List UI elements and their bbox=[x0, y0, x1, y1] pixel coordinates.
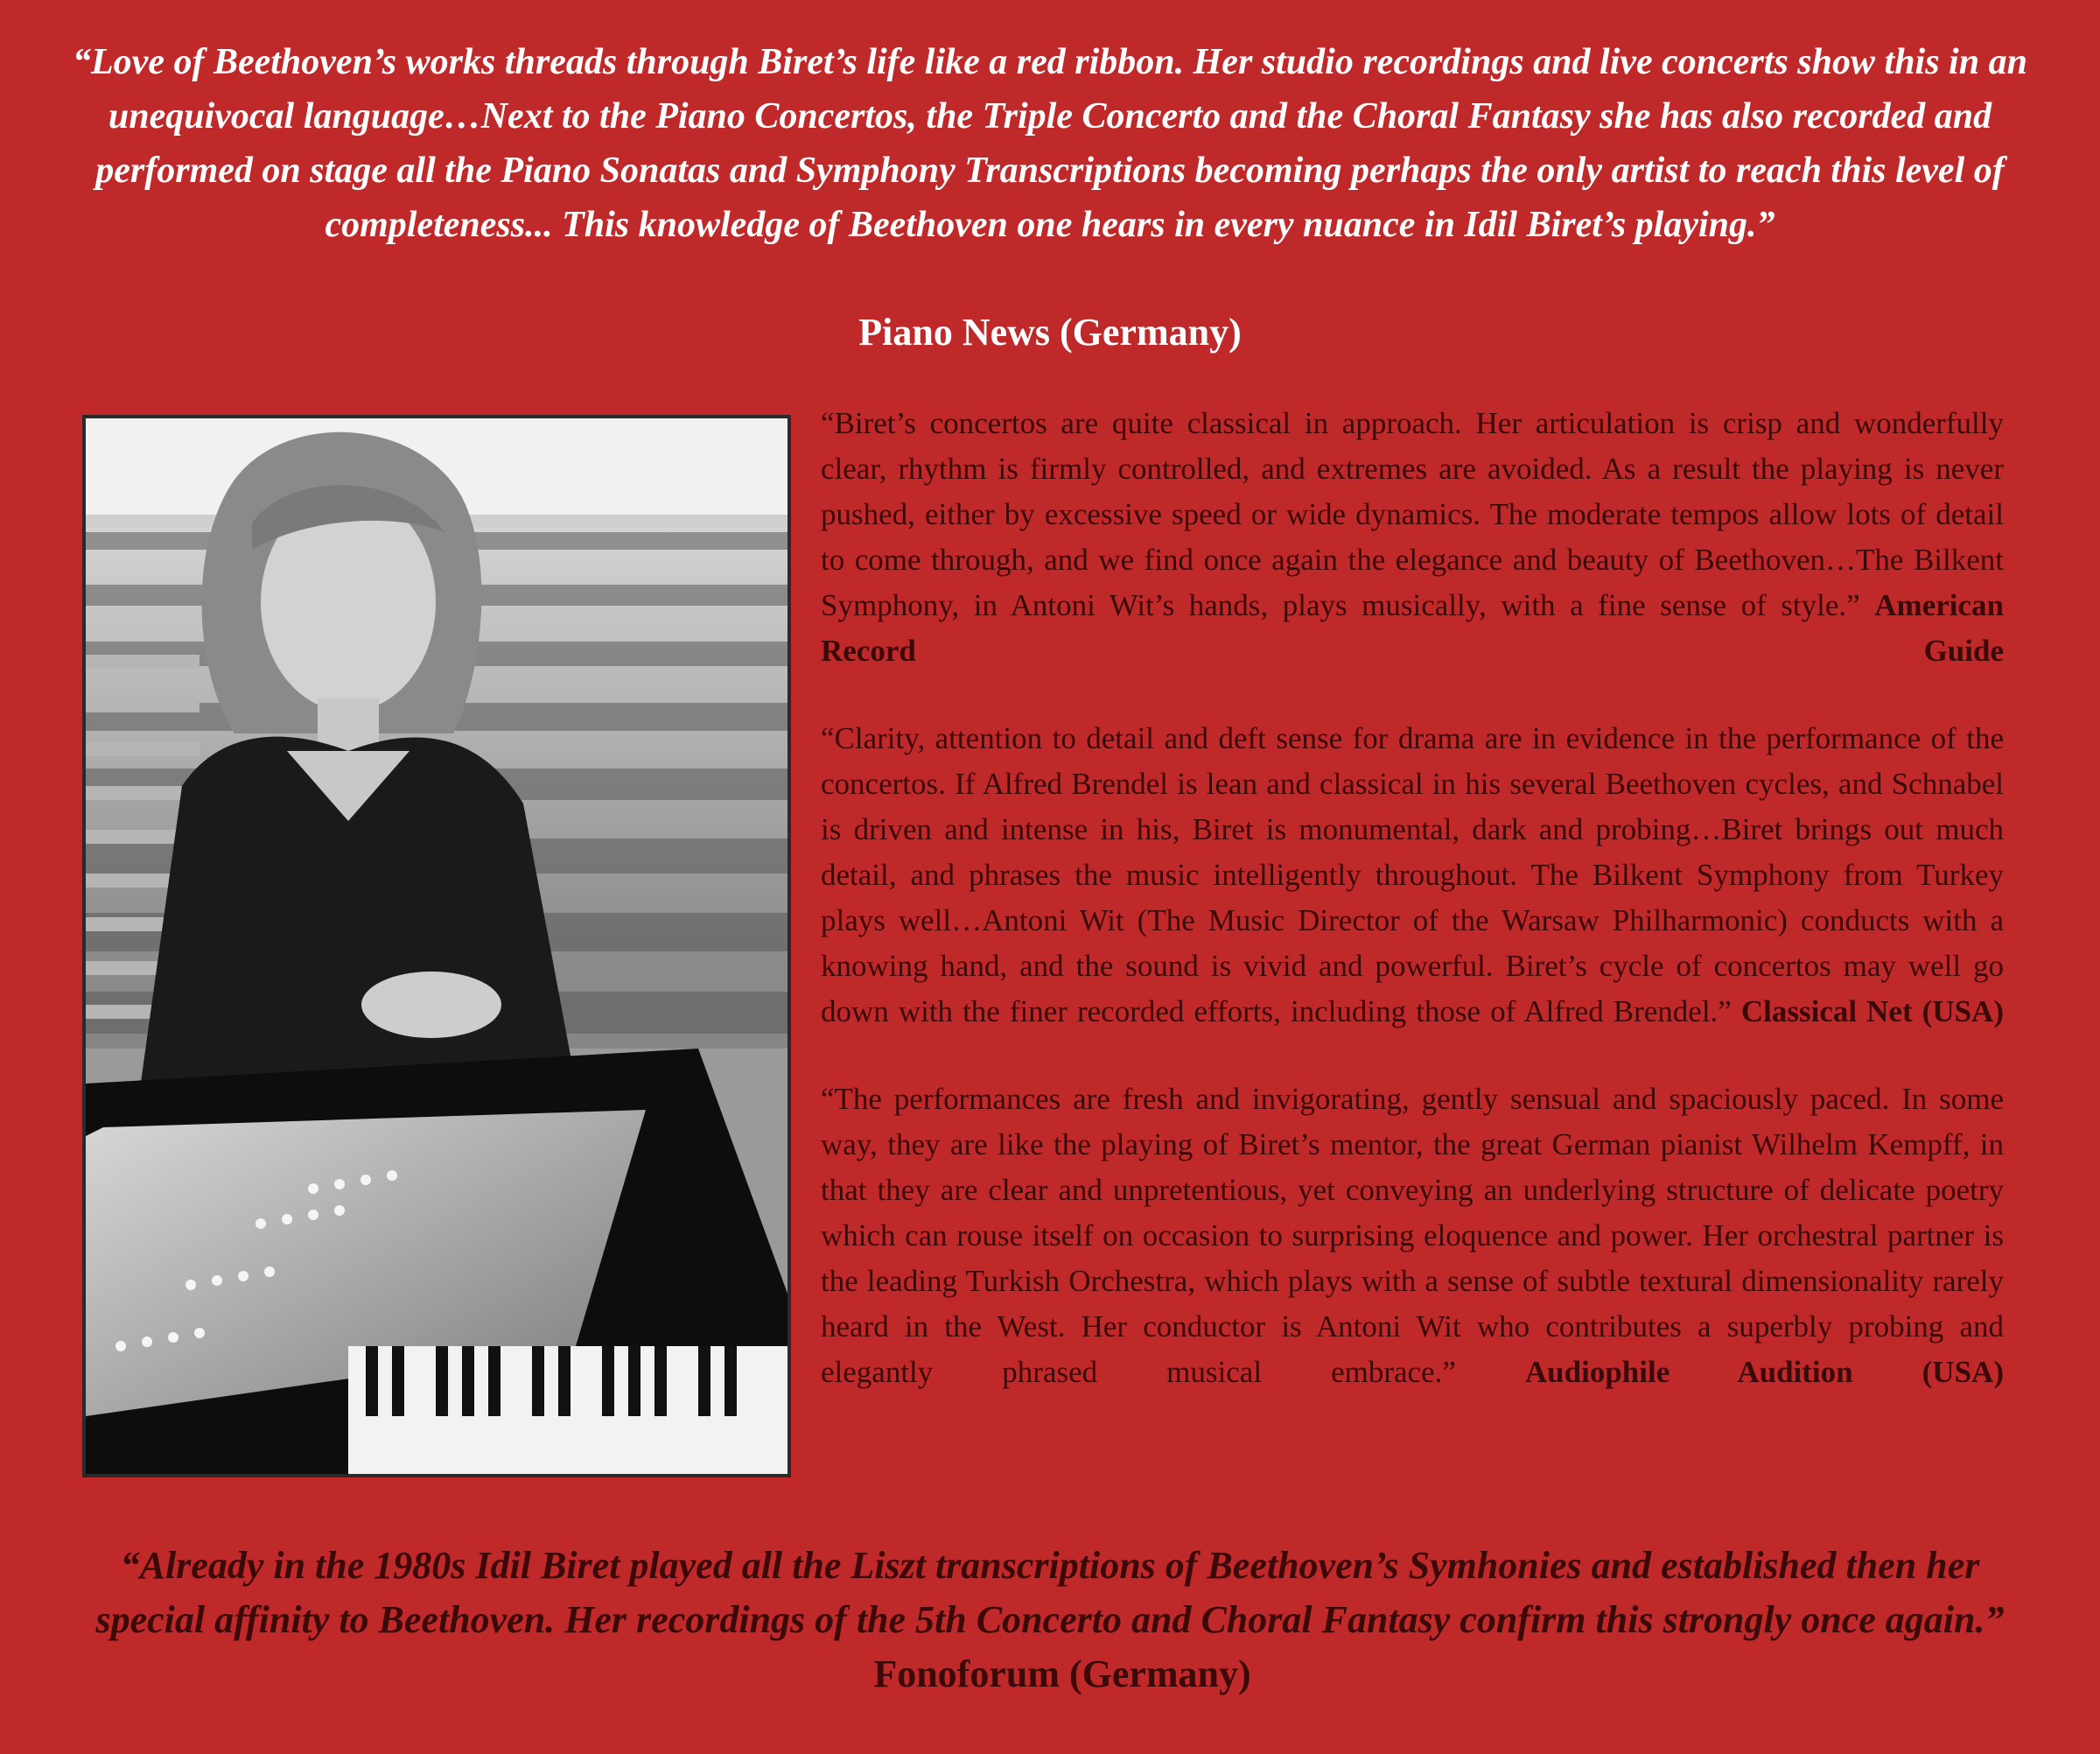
review-source: Classical Net (USA) bbox=[1740, 994, 2004, 1028]
review-american-record-guide bbox=[821, 401, 2004, 674]
review-source: American Record Guide bbox=[821, 588, 2005, 668]
review-classical-net bbox=[821, 716, 2004, 1035]
review-audiophile-audition bbox=[821, 1077, 2004, 1395]
header-quote-source: Piano News (Germany) bbox=[858, 311, 1242, 354]
review-text: “Biret’s concertos are quite classical in approach. Her articulation is crisp and wonderfully clear, rhythm is firmly controlled, and extremes are avoided. As a result the playing is never pushed, either by excessive speed or wide dynamics. The moderate tempos allow lots of detail to come through, and we find once again the elegance and beauty of Beethoven…The Bilkent Symphony, in Antoni Wit’s hands, plays musically, with a fine sense of style.” bbox=[821, 406, 2004, 622]
reviews-column bbox=[821, 401, 2004, 1437]
footer-quote bbox=[61, 1539, 2039, 1701]
review-text: “The performances are fresh and invigorating, gently sensual and spaciously paced. In some way, they are like the playing of Biret’s mentor, the great German pianist Wilhelm Kempff, in that they are clear and unpretentious, yet conveying an underlying structure of delicate poetry which can rouse itself on occasion to surprising eloquence and power. Her orchestral partner is the leading Turkish Orchestra, which plays with a sense of subtle textural dimensionality rarely heard in the West. Her conductor is Antoni Wit who contributes a superbly probing and elegantly phrased musical embrace.” bbox=[821, 1082, 2004, 1389]
pianist-photo bbox=[82, 415, 791, 1477]
footer-quote-source: Fonoforum (Germany) bbox=[873, 1652, 1251, 1695]
review-text: “Clarity, attention to detail and deft sense for drama are in evidence in the performance of the concertos. If Alfred Brendel is lean and classical in his several Beethoven cycles, and Schnabel is driven and intense in his, Biret is monumental, dark and probing…Biret brings out much detail, and phrases the music intelligently throughout. The Bilkent Symphony from Turkey plays well…Antoni Wit (The Music Director of the Warsaw Philharmonic) conducts with a knowing hand, and the sound is vivid and powerful. Biret’s cycle of concertos may well go down with the finer recorded efforts, including those of Alfred Brendel.” bbox=[821, 721, 2004, 1028]
review-source: Audiophile Audition (USA) bbox=[1524, 1355, 2004, 1389]
pianist-photo-illustration bbox=[86, 418, 788, 1474]
footer-quote-text: “Already in the 1980s Idil Biret played all the Liszt transcriptions of Beethoven’s Symhonies and established then her special affinity to Beethoven. Her recordings of the 5th Concerto and Choral Fantasy confirm this strongly once again.” bbox=[95, 1544, 2005, 1641]
header-quote: “Love of Beethoven’s works threads through Biret’s life like a red ribbon. Her studio recordings and live concerts show this in an unequivocal language…Next to the Piano Concertos, the Triple Concerto and the Choral Fantasy she has also recorded and performed on stage all the Piano Sonatas and Symphony Transcriptions becoming perhaps the only artist to reach this level of completeness... This knowledge of Beethoven one hears in every nuance in Idil Biret’s playing.” bbox=[73, 42, 2027, 245]
